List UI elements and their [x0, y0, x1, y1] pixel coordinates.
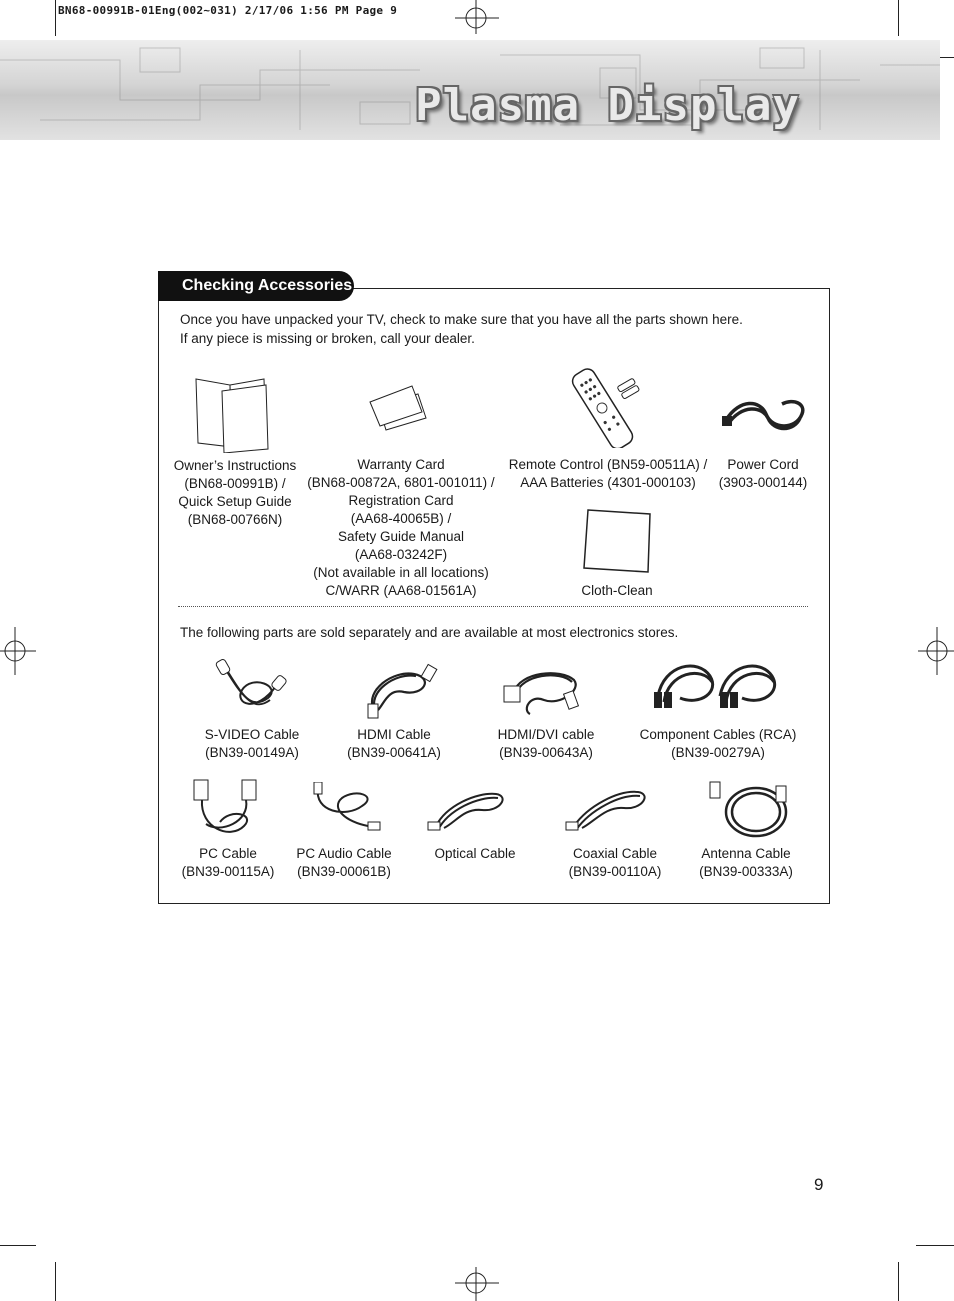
caption-optical-cable: Optical Cable: [434, 846, 516, 861]
registration-mark-icon: [918, 627, 954, 675]
caption-hdmi-cable: HDMI Cable (BN39-00641A): [347, 727, 441, 760]
print-slug: BN68-00991B-01Eng(002~031) 2/17/06 1:56 PM Page 9: [58, 4, 398, 17]
caption-antenna-cable: Antenna Cable (BN39-00333A): [699, 846, 793, 879]
hdmi-dvi-cable-icon: [500, 662, 586, 720]
cloth-icon: [582, 508, 654, 574]
caption-pc-audio-cable: PC Audio Cable (BN39-00061B): [296, 846, 392, 879]
registration-mark-icon: [455, 0, 499, 34]
dotted-divider: [178, 606, 808, 607]
s-video-cable-icon: [212, 656, 292, 716]
antenna-cable-icon: [706, 778, 792, 840]
caption-hdmi-dvi-cable: HDMI/DVI cable (BN39-00643A): [497, 727, 595, 760]
caption-cloth: Cloth-Clean: [581, 583, 653, 598]
header-banner: [0, 40, 940, 140]
caption-coaxial-cable: Coaxial Cable (BN39-00110A): [568, 846, 662, 879]
separate-note: The following parts are sold separately and are available at most electronics stores.: [180, 625, 679, 640]
power-cord-icon: [720, 396, 808, 434]
pc-audio-cable-icon: [306, 782, 384, 834]
intro-line: Once you have unpacked your TV, check to make sure that you have all the parts shown here.: [180, 312, 743, 327]
coaxial-cable-icon: [564, 786, 654, 834]
caption-power-cord: Power Cord (3903-000144): [718, 457, 808, 490]
section-tab: Checking Accessories: [158, 271, 354, 301]
caption-owners-instructions: Owner’s Instructions (BN68-00991B) / Quick Setup Guide (BN68-00766N): [173, 458, 297, 527]
remote-control-icon: [562, 368, 644, 448]
registration-mark-icon: [0, 627, 36, 675]
pc-cable-icon: [190, 778, 264, 838]
caption-s-video-cable: S-VIDEO Cable (BN39-00149A): [204, 727, 300, 760]
caption-pc-cable: PC Cable (BN39-00115A): [181, 846, 275, 879]
caption-remote-control: Remote Control (BN59-00511A) / AAA Batteries (4301-000103): [508, 457, 708, 490]
intro-text: [180, 310, 743, 348]
registration-mark-icon: [455, 1267, 499, 1301]
page-title: Plasma Display: [415, 80, 800, 131]
component-cables-icon: [650, 656, 784, 712]
intro-line: If any piece is missing or broken, call your dealer.: [180, 331, 475, 346]
warranty-card-icon: [366, 384, 430, 436]
optical-cable-icon: [426, 786, 510, 834]
caption-component-cables: Component Cables (RCA) (BN39-00279A): [639, 727, 797, 760]
manual-icon: [192, 373, 274, 453]
page-number: 9: [814, 1175, 824, 1194]
caption-warranty-card: Warranty Card (BN68-00872A, 6801-001011) / Registration Card (AA68-40065B) / Safety Guide Manual (AA68-03242F) (Not available in all locations) C/WARR (AA68-01561A): [307, 457, 495, 598]
hdmi-cable-icon: [354, 660, 440, 720]
